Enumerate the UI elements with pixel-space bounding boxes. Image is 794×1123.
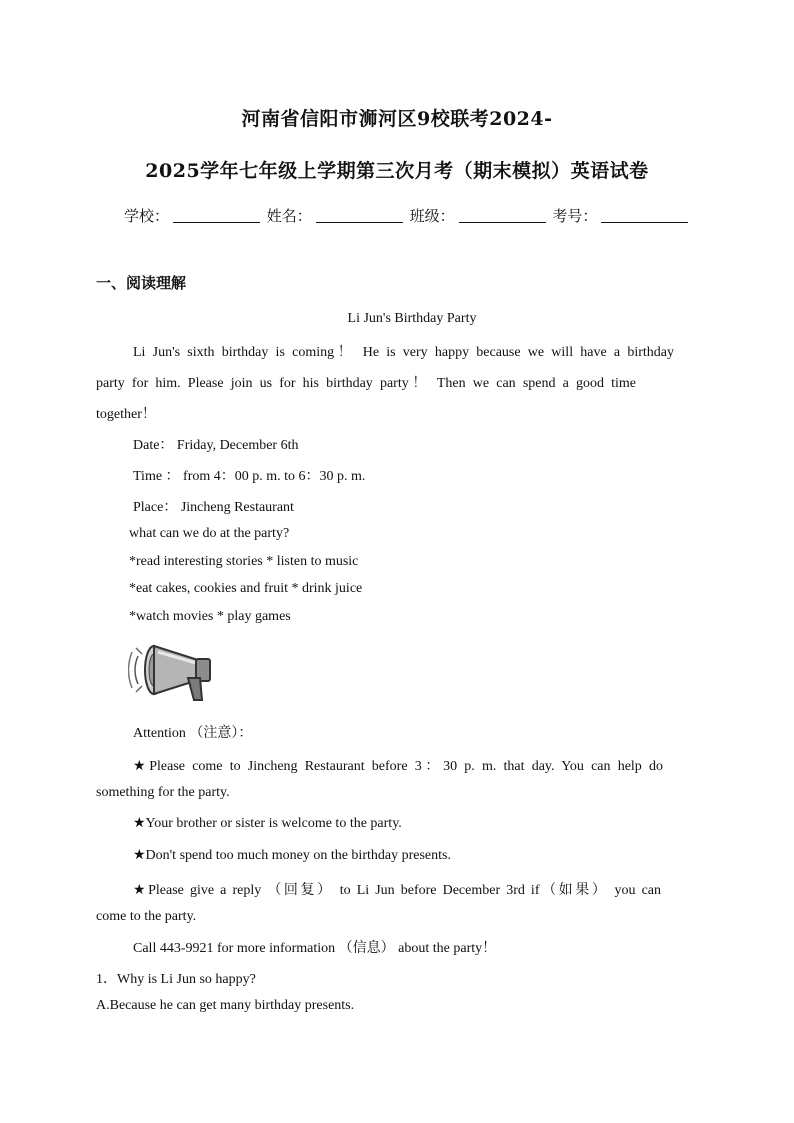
exam-title-line-2: 2025学年七年级上学期第三次月考（期末模拟）英语试卷 <box>145 160 649 182</box>
answer-option-a[interactable]: A.Because he can get many birthday presents. <box>96 998 355 1013</box>
class-blank[interactable] <box>459 208 546 223</box>
attention-item: ★Please give a reply （回复） to Li Jun before December 3rd if（如果） you can <box>133 883 661 898</box>
attention-item-cont: something for the party. <box>96 785 230 800</box>
paragraph-line: Li Jun's sixth birthday is coming！ He is very happy because we will have a birthday <box>133 345 674 360</box>
attention-heading: Attention （注意）： <box>133 726 253 741</box>
exam-title-line-1: 河南省信阳市浉河区9校联考2024- <box>241 108 553 130</box>
party-place: Place： Jincheng Restaurant <box>133 500 294 515</box>
activity-list-item: *watch movies * play games <box>129 609 291 624</box>
party-time: Time ： from 4：00 p. m. to 6：30 p. m. <box>133 469 366 484</box>
activity-list-item: *read interesting stories * listen to music <box>129 554 359 569</box>
paragraph-line: party for him. Please join us for his birthday party！ Then we can spend a good time <box>96 376 636 391</box>
activity-list-item: *eat cakes, cookies and fruit * drink juice <box>129 581 363 596</box>
school-blank[interactable] <box>173 208 260 223</box>
paragraph-line: together！ <box>96 407 156 422</box>
name-label: 姓名： <box>266 207 312 225</box>
student-info-row <box>124 205 690 226</box>
class-label: 班级： <box>409 207 455 225</box>
contact-line: Call 443-9921 for more information （信息） about the party！ <box>133 941 497 956</box>
attention-item: ★Don't spend too much money on the birthday presents. <box>133 848 451 863</box>
exam-number-label: 考号： <box>552 207 598 225</box>
question-stem: 1．Why is Li Jun so happy? <box>96 972 256 987</box>
attention-item: ★Your brother or sister is welcome to the party. <box>133 816 402 831</box>
party-date: Date： Friday, December 6th <box>133 438 299 453</box>
attention-item: ★Please come to Jincheng Restaurant before 3：30 p. m. that day. You can help do <box>133 759 663 774</box>
megaphone-icon <box>128 634 220 706</box>
section-title: 一、阅读理解 <box>96 274 187 292</box>
activities-question: what can we do at the party? <box>129 526 290 541</box>
name-blank[interactable] <box>316 208 403 223</box>
school-label: 学校： <box>124 207 170 225</box>
attention-item-cont: come to the party. <box>96 909 197 924</box>
passage-title: Li Jun's Birthday Party <box>347 311 477 326</box>
exam-number-blank[interactable] <box>601 208 688 223</box>
